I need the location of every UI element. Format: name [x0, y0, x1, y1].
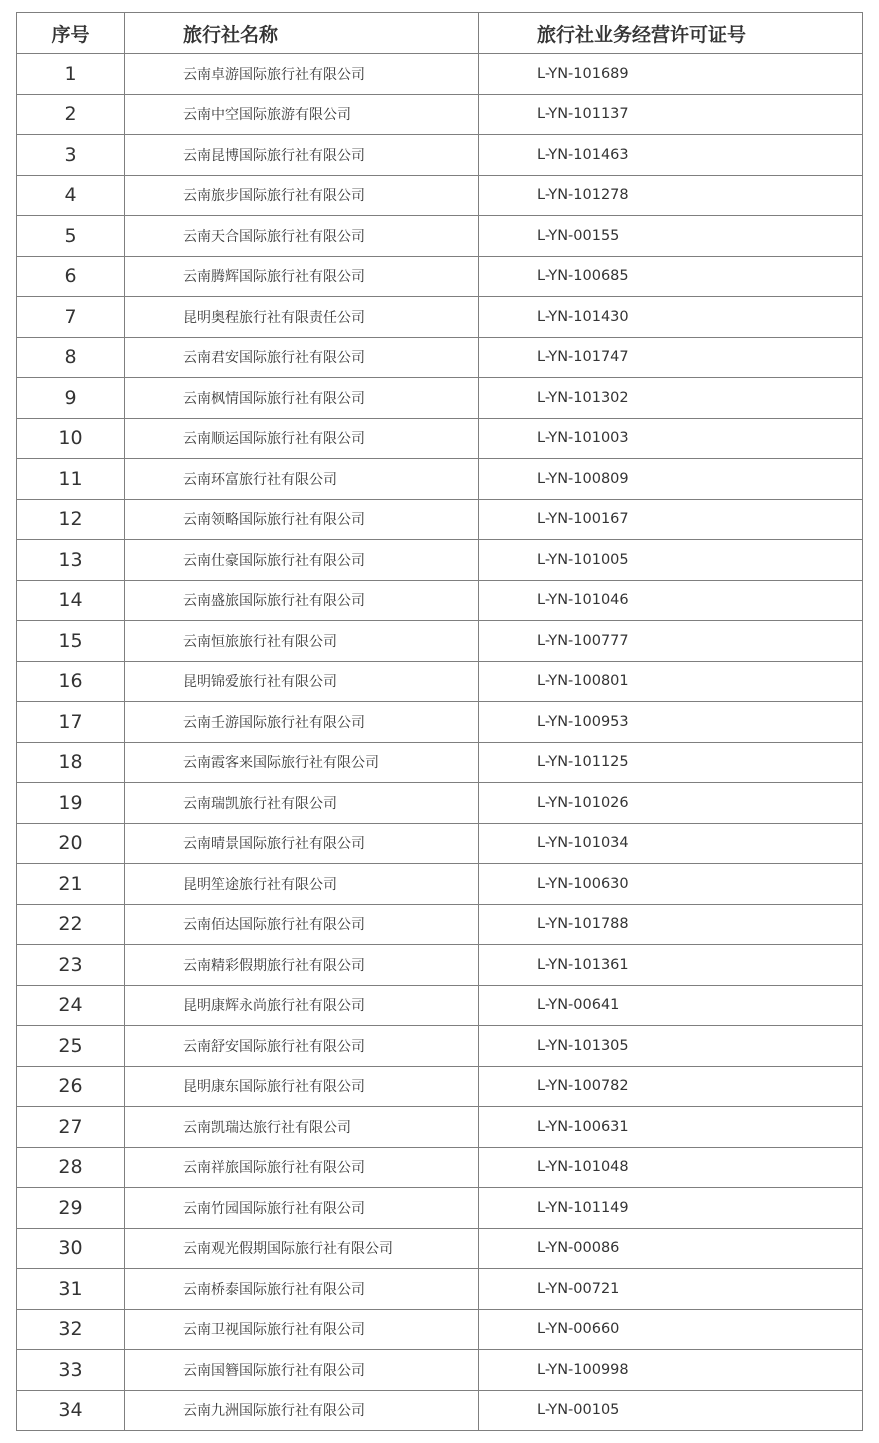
license-number-cell: L-YN-101149	[479, 1188, 863, 1229]
table-row	[17, 175, 863, 216]
agency-name-cell: 云南卫视国际旅行社有限公司	[125, 1309, 479, 1350]
table-row	[17, 661, 863, 702]
serial-number-cell: 6	[17, 256, 125, 297]
header-license-number: 旅行社业务经营许可证号	[479, 13, 863, 54]
table-row	[17, 459, 863, 500]
agency-name-cell: 云南竹园国际旅行社有限公司	[125, 1188, 479, 1229]
license-number-cell: L-YN-100953	[479, 702, 863, 743]
header-agency-name: 旅行社名称	[125, 13, 479, 54]
serial-number-cell: 22	[17, 904, 125, 945]
serial-number-cell: 4	[17, 175, 125, 216]
license-number-cell: L-YN-101747	[479, 337, 863, 378]
table-row	[17, 256, 863, 297]
serial-number-cell: 1	[17, 54, 125, 95]
serial-number-cell: 14	[17, 580, 125, 621]
license-number-cell: L-YN-00105	[479, 1390, 863, 1431]
license-number-cell: L-YN-100782	[479, 1066, 863, 1107]
serial-number-cell: 23	[17, 945, 125, 986]
license-number-cell: L-YN-101046	[479, 580, 863, 621]
agency-name-cell: 云南盛旅国际旅行社有限公司	[125, 580, 479, 621]
table-row	[17, 1026, 863, 1067]
agency-name-cell: 云南中空国际旅游有限公司	[125, 94, 479, 135]
serial-number-cell: 11	[17, 459, 125, 500]
agency-name-cell: 云南瑞凯旅行社有限公司	[125, 783, 479, 824]
agency-name-cell: 云南顺运国际旅行社有限公司	[125, 418, 479, 459]
serial-number-cell: 18	[17, 742, 125, 783]
table-row	[17, 985, 863, 1026]
serial-number-cell: 2	[17, 94, 125, 135]
agency-name-cell: 云南祥旅国际旅行社有限公司	[125, 1147, 479, 1188]
serial-number-cell: 10	[17, 418, 125, 459]
table-header	[17, 13, 863, 54]
serial-number-cell: 29	[17, 1188, 125, 1229]
table-row	[17, 783, 863, 824]
serial-number-cell: 31	[17, 1269, 125, 1310]
serial-number-cell: 32	[17, 1309, 125, 1350]
agency-name-cell: 昆明笙途旅行社有限公司	[125, 864, 479, 905]
agency-name-cell: 昆明锦爱旅行社有限公司	[125, 661, 479, 702]
license-number-cell: L-YN-100998	[479, 1350, 863, 1391]
agency-name-cell: 云南旅步国际旅行社有限公司	[125, 175, 479, 216]
license-number-cell: L-YN-100630	[479, 864, 863, 905]
license-number-cell: L-YN-101302	[479, 378, 863, 419]
serial-number-cell: 7	[17, 297, 125, 338]
table-row	[17, 1107, 863, 1148]
table-row	[17, 1269, 863, 1310]
table-row	[17, 1309, 863, 1350]
agency-name-cell: 云南壬游国际旅行社有限公司	[125, 702, 479, 743]
table-row	[17, 337, 863, 378]
serial-number-cell: 8	[17, 337, 125, 378]
table-row	[17, 1390, 863, 1431]
agency-name-cell: 云南霞客来国际旅行社有限公司	[125, 742, 479, 783]
license-number-cell: L-YN-00721	[479, 1269, 863, 1310]
table-row	[17, 94, 863, 135]
license-number-cell: L-YN-101689	[479, 54, 863, 95]
serial-number-cell: 16	[17, 661, 125, 702]
table-row	[17, 1066, 863, 1107]
agency-name-cell: 云南天合国际旅行社有限公司	[125, 216, 479, 257]
license-number-cell: L-YN-101026	[479, 783, 863, 824]
table-row	[17, 1188, 863, 1229]
agency-name-cell: 云南腾辉国际旅行社有限公司	[125, 256, 479, 297]
license-number-cell: L-YN-00641	[479, 985, 863, 1026]
agency-name-cell: 云南桥泰国际旅行社有限公司	[125, 1269, 479, 1310]
license-number-cell: L-YN-100801	[479, 661, 863, 702]
license-number-cell: L-YN-00660	[479, 1309, 863, 1350]
serial-number-cell: 5	[17, 216, 125, 257]
agency-name-cell: 云南领略国际旅行社有限公司	[125, 499, 479, 540]
agency-name-cell: 云南佰达国际旅行社有限公司	[125, 904, 479, 945]
agency-name-cell: 云南九洲国际旅行社有限公司	[125, 1390, 479, 1431]
serial-number-cell: 3	[17, 135, 125, 176]
agency-name-cell: 云南环富旅行社有限公司	[125, 459, 479, 500]
table-row	[17, 540, 863, 581]
table-row	[17, 742, 863, 783]
serial-number-cell: 33	[17, 1350, 125, 1391]
license-number-cell: L-YN-100777	[479, 621, 863, 662]
agency-name-cell: 云南精彩假期旅行社有限公司	[125, 945, 479, 986]
license-number-cell: L-YN-101361	[479, 945, 863, 986]
table-row	[17, 580, 863, 621]
header-serial-number: 序号	[17, 13, 125, 54]
license-number-cell: L-YN-101125	[479, 742, 863, 783]
serial-number-cell: 20	[17, 823, 125, 864]
license-number-cell: L-YN-101034	[479, 823, 863, 864]
agency-name-cell: 云南国簪国际旅行社有限公司	[125, 1350, 479, 1391]
table-row	[17, 702, 863, 743]
table-row	[17, 945, 863, 986]
agency-name-cell: 云南晴景国际旅行社有限公司	[125, 823, 479, 864]
serial-number-cell: 25	[17, 1026, 125, 1067]
table-row	[17, 378, 863, 419]
table-row	[17, 1350, 863, 1391]
serial-number-cell: 15	[17, 621, 125, 662]
serial-number-cell: 9	[17, 378, 125, 419]
agency-name-cell: 云南舒安国际旅行社有限公司	[125, 1026, 479, 1067]
agency-name-cell: 云南君安国际旅行社有限公司	[125, 337, 479, 378]
license-number-cell: L-YN-101003	[479, 418, 863, 459]
table-row	[17, 904, 863, 945]
table-row	[17, 135, 863, 176]
license-number-cell: L-YN-100685	[479, 256, 863, 297]
table-row	[17, 621, 863, 662]
header-row	[17, 13, 863, 54]
serial-number-cell: 26	[17, 1066, 125, 1107]
agency-name-cell: 昆明康辉永尚旅行社有限公司	[125, 985, 479, 1026]
travel-agency-table	[16, 12, 863, 1431]
license-number-cell: L-YN-00155	[479, 216, 863, 257]
serial-number-cell: 19	[17, 783, 125, 824]
license-number-cell: L-YN-101005	[479, 540, 863, 581]
serial-number-cell: 24	[17, 985, 125, 1026]
agency-name-cell: 云南观光假期国际旅行社有限公司	[125, 1228, 479, 1269]
serial-number-cell: 28	[17, 1147, 125, 1188]
table-row	[17, 823, 863, 864]
license-number-cell: L-YN-101305	[479, 1026, 863, 1067]
table-row	[17, 499, 863, 540]
license-number-cell: L-YN-100631	[479, 1107, 863, 1148]
license-number-cell: L-YN-101278	[479, 175, 863, 216]
table-body	[17, 54, 863, 1431]
agency-name-cell: 云南昆博国际旅行社有限公司	[125, 135, 479, 176]
serial-number-cell: 21	[17, 864, 125, 905]
serial-number-cell: 12	[17, 499, 125, 540]
agency-name-cell: 昆明奥程旅行社有限责任公司	[125, 297, 479, 338]
agency-name-cell: 昆明康东国际旅行社有限公司	[125, 1066, 479, 1107]
license-number-cell: L-YN-101430	[479, 297, 863, 338]
license-number-cell: L-YN-00086	[479, 1228, 863, 1269]
table-row	[17, 1147, 863, 1188]
serial-number-cell: 13	[17, 540, 125, 581]
agency-name-cell: 云南枫情国际旅行社有限公司	[125, 378, 479, 419]
license-number-cell: L-YN-101463	[479, 135, 863, 176]
table-row	[17, 54, 863, 95]
serial-number-cell: 34	[17, 1390, 125, 1431]
agency-name-cell: 云南仕豪国际旅行社有限公司	[125, 540, 479, 581]
license-number-cell: L-YN-100167	[479, 499, 863, 540]
agency-name-cell: 云南凯瑞达旅行社有限公司	[125, 1107, 479, 1148]
table-row	[17, 1228, 863, 1269]
table-row	[17, 864, 863, 905]
license-number-cell: L-YN-101137	[479, 94, 863, 135]
license-number-cell: L-YN-101048	[479, 1147, 863, 1188]
table-row	[17, 418, 863, 459]
serial-number-cell: 27	[17, 1107, 125, 1148]
table-row	[17, 216, 863, 257]
table-row	[17, 297, 863, 338]
serial-number-cell: 30	[17, 1228, 125, 1269]
agency-name-cell: 云南恒旅旅行社有限公司	[125, 621, 479, 662]
license-number-cell: L-YN-101788	[479, 904, 863, 945]
serial-number-cell: 17	[17, 702, 125, 743]
agency-name-cell: 云南卓游国际旅行社有限公司	[125, 54, 479, 95]
license-number-cell: L-YN-100809	[479, 459, 863, 500]
